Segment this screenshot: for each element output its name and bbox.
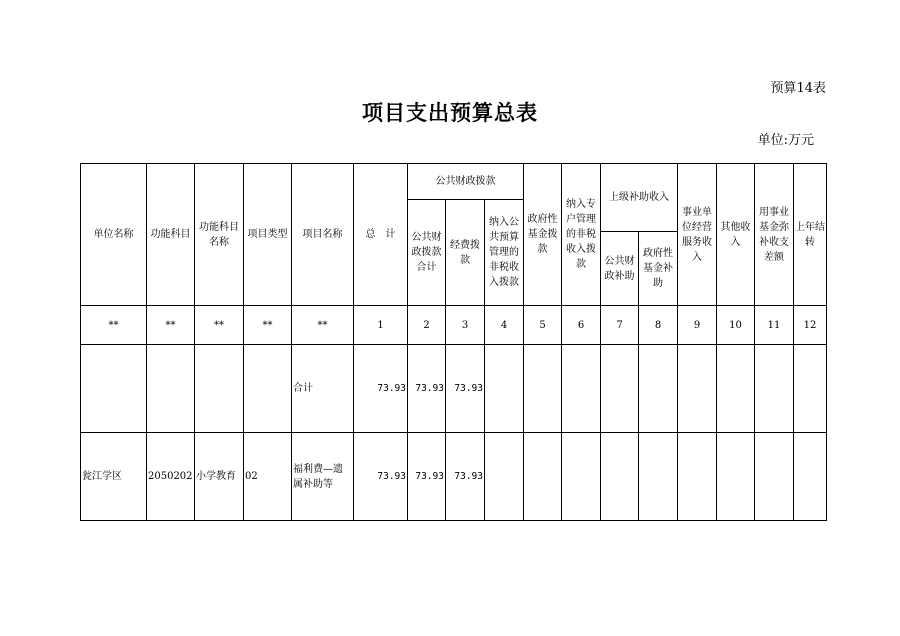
project-type-cell: 02 <box>244 433 292 521</box>
index-cell: 2 <box>408 306 446 345</box>
empty-cell <box>601 345 639 433</box>
header-unit-name: 单位名称 <box>81 164 147 306</box>
total-cell: 73.93 <box>354 433 408 521</box>
public-finance-total-cell: 73.93 <box>408 433 446 521</box>
unit-label: 单位:万元 <box>757 133 814 148</box>
header-gov-fund: 政府性基金拨款 <box>524 164 562 306</box>
header-upper-gov-fund: 政府性基金补助 <box>639 232 678 306</box>
header-total: 总 计 <box>354 164 408 306</box>
empty-cell <box>717 345 755 433</box>
header-row-1 <box>81 164 827 200</box>
index-cell: 6 <box>562 306 601 345</box>
empty-cell <box>485 345 524 433</box>
empty-cell <box>485 433 524 521</box>
header-nontax-budget: 纳入公共预算管理的非税收入拨款 <box>485 200 524 306</box>
header-special-nontax: 纳入专户管理的非税收入拨款 <box>562 164 601 306</box>
index-cell: 1 <box>354 306 408 345</box>
header-public-finance-total: 公共财政拨款合计 <box>408 200 446 306</box>
header-project-name: 项目名称 <box>292 164 354 306</box>
form-number: 预算14表 <box>770 81 826 96</box>
empty-cell <box>562 433 601 521</box>
index-cell: 3 <box>446 306 485 345</box>
index-cell: ** <box>244 306 292 345</box>
index-cell: 4 <box>485 306 524 345</box>
empty-cell <box>755 345 794 433</box>
index-row <box>81 306 827 345</box>
header-carryover: 上年结转 <box>794 164 827 306</box>
index-cell: ** <box>195 306 244 345</box>
project-type-cell <box>244 345 292 433</box>
header-other-income: 其他收入 <box>717 164 755 306</box>
func-subject-cell: 2050202 <box>147 433 195 521</box>
index-cell: 5 <box>524 306 562 345</box>
index-cell: ** <box>147 306 195 345</box>
index-cell: 12 <box>794 306 827 345</box>
project-name-cell: 福利费—遗属补助等 <box>292 433 354 521</box>
page-title: 项目支出预算总表 <box>362 100 538 125</box>
empty-cell <box>794 433 827 521</box>
header-project-type: 项目类型 <box>244 164 292 306</box>
func-subject-name-cell <box>195 345 244 433</box>
table-row <box>81 345 827 433</box>
empty-cell <box>562 345 601 433</box>
header-expense-appropriation: 经费拨款 <box>446 200 485 306</box>
func-subject-cell <box>147 345 195 433</box>
empty-cell <box>639 433 678 521</box>
header-public-finance: 公共财政拨款 <box>408 164 524 200</box>
empty-cell <box>639 345 678 433</box>
header-func-subject: 功能科目 <box>147 164 195 306</box>
public-finance-total-cell: 73.93 <box>408 345 446 433</box>
header-upper-public: 公共财政补助 <box>601 232 639 306</box>
empty-cell <box>678 433 717 521</box>
index-cell: 7 <box>601 306 639 345</box>
empty-cell <box>717 433 755 521</box>
empty-cell <box>524 433 562 521</box>
budget-table <box>80 163 827 521</box>
empty-cell <box>794 345 827 433</box>
unit-name-cell: 瓮江学区 <box>81 433 147 521</box>
index-cell: 8 <box>639 306 678 345</box>
empty-cell <box>601 433 639 521</box>
index-cell: 9 <box>678 306 717 345</box>
table-row <box>81 433 827 521</box>
func-subject-name-cell: 小学教育 <box>195 433 244 521</box>
header-upper-subsidy: 上级补助收入 <box>601 164 678 232</box>
project-name-cell: 合计 <box>292 345 354 433</box>
empty-cell <box>755 433 794 521</box>
unit-name-cell <box>81 345 147 433</box>
header-business-income: 事业单位经营服务收入 <box>678 164 717 306</box>
header-fund-balance: 用事业基金弥补收支差额 <box>755 164 794 306</box>
expense-appropriation-cell: 73.93 <box>446 433 485 521</box>
index-cell: 10 <box>717 306 755 345</box>
expense-appropriation-cell: 73.93 <box>446 345 485 433</box>
index-cell: ** <box>292 306 354 345</box>
index-cell: ** <box>81 306 147 345</box>
empty-cell <box>524 345 562 433</box>
header-func-subject-name: 功能科目名称 <box>195 164 244 306</box>
total-cell: 73.93 <box>354 345 408 433</box>
index-cell: 11 <box>755 306 794 345</box>
empty-cell <box>678 345 717 433</box>
